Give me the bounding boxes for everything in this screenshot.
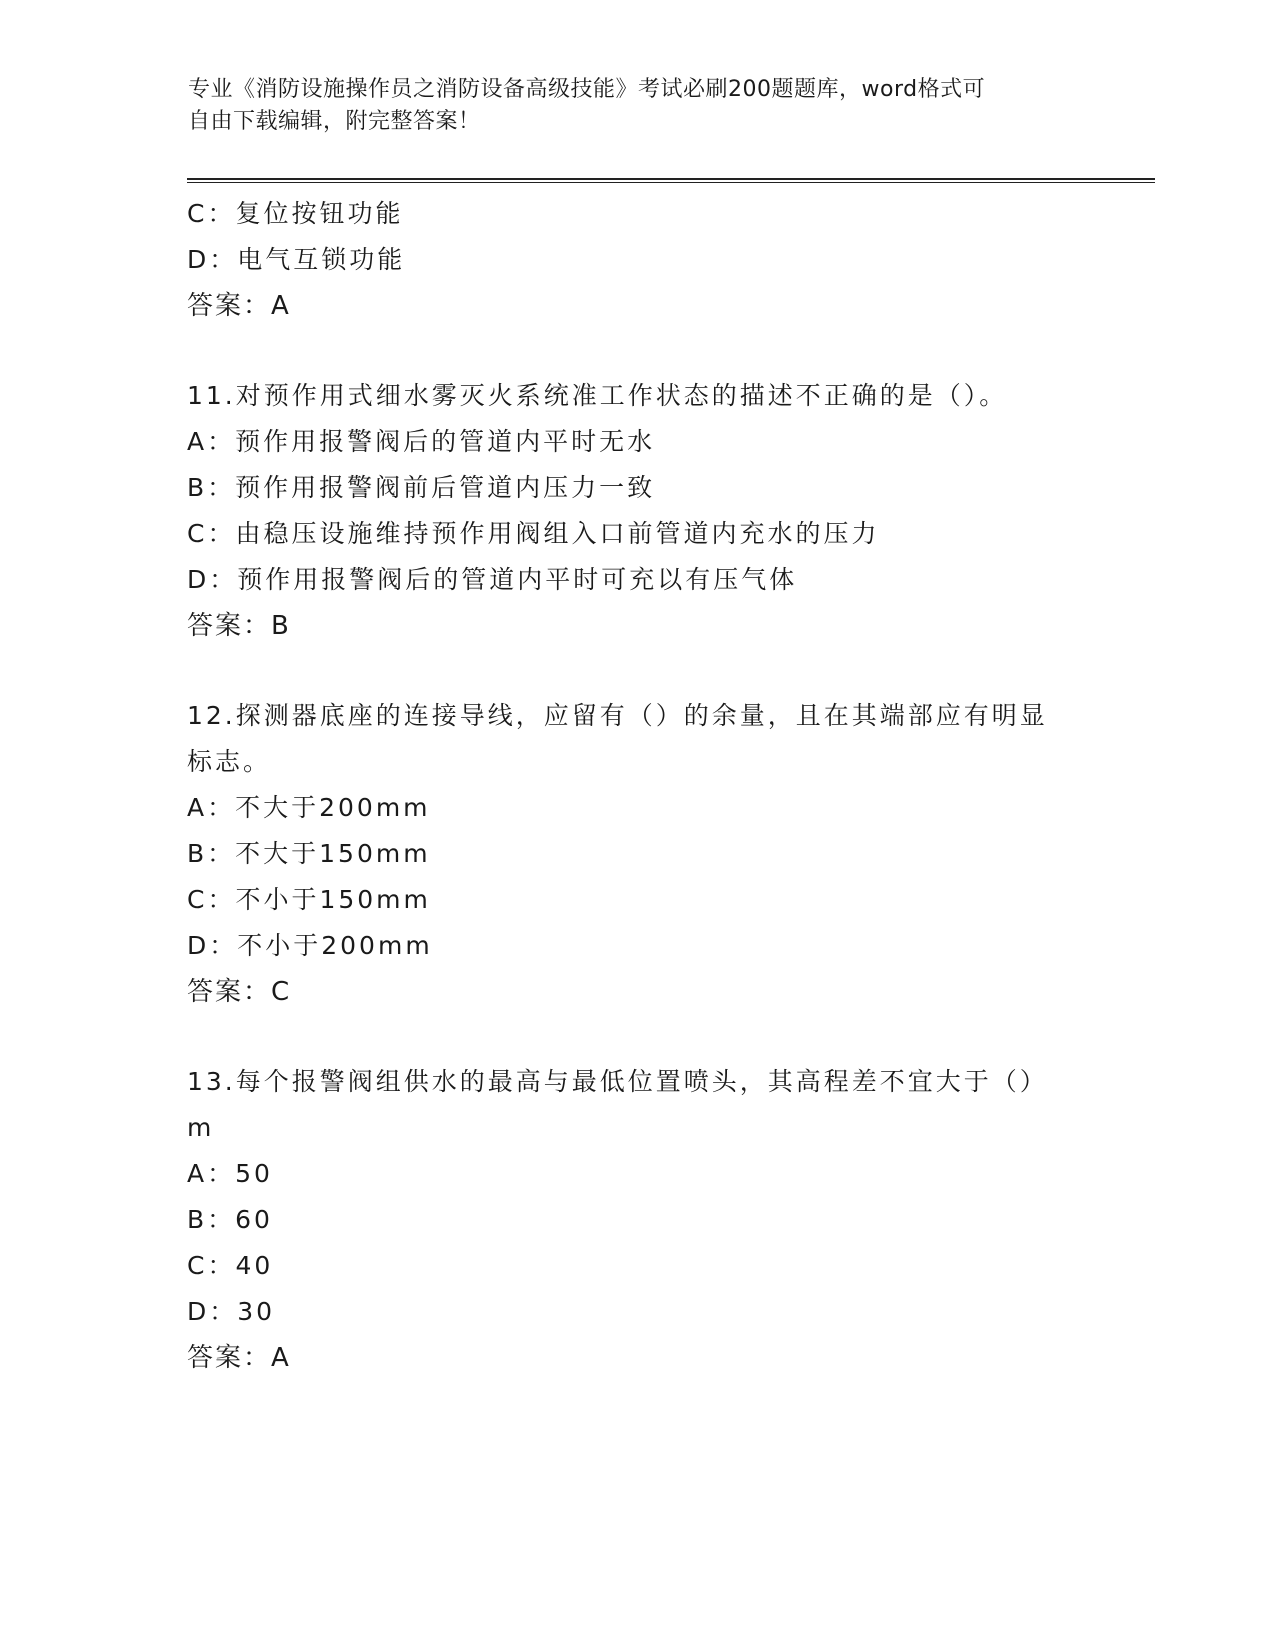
option-d: D：30 xyxy=(187,1297,276,1326)
answer-line: 答案：A xyxy=(187,1343,291,1373)
option-a: A：不大于200mm xyxy=(187,793,431,822)
option-c: C：不小于150mm xyxy=(187,885,431,914)
header-line-1: 专业《消防设施操作员之消防设备高级技能》考试必刷200题题库，word格式可 xyxy=(188,77,986,102)
option-b: B：60 xyxy=(187,1205,273,1234)
document-header xyxy=(188,74,1078,138)
option-c: C：由稳压设施维持预作用阀组入口前管道内充水的压力 xyxy=(187,519,880,548)
option-c: C：40 xyxy=(187,1251,274,1280)
question-stem-line-1: 12.探测器底座的连接导线，应留有（）的余量，且在其端部应有明显 xyxy=(187,701,1048,730)
header-line-2: 自由下载编辑，附完整答案！ xyxy=(188,109,481,134)
question-stem-line-2: m xyxy=(187,1113,215,1142)
question-stem-line-2: 标志。 xyxy=(187,747,272,776)
question-stem-line-1: 13.每个报警阀组供水的最高与最低位置喷头，其高程差不宜大于（） xyxy=(187,1067,1048,1096)
option-d: D：电气互锁功能 xyxy=(187,245,406,274)
question-stem: 11.对预作用式细水雾灭火系统准工作状态的描述不正确的是（）。 xyxy=(187,381,1008,410)
option-c: C：复位按钮功能 xyxy=(187,199,404,228)
header-divider xyxy=(187,178,1155,183)
previous-question-tail xyxy=(187,191,1087,329)
answer-line: 答案：C xyxy=(187,977,292,1007)
question-12 xyxy=(187,693,1087,1015)
question-11 xyxy=(187,373,1087,649)
option-d: D：预作用报警阀后的管道内平时可充以有压气体 xyxy=(187,565,798,594)
option-a: A：50 xyxy=(187,1159,273,1188)
option-b: B：不大于150mm xyxy=(187,839,431,868)
option-b: B：预作用报警阀前后管道内压力一致 xyxy=(187,473,656,502)
option-d: D：不小于200mm xyxy=(187,931,433,960)
question-list xyxy=(187,191,1087,1381)
answer-line: 答案：B xyxy=(187,611,291,641)
answer-line: 答案：A xyxy=(187,291,291,321)
option-a: A：预作用报警阀后的管道内平时无水 xyxy=(187,427,656,456)
question-13 xyxy=(187,1059,1087,1381)
